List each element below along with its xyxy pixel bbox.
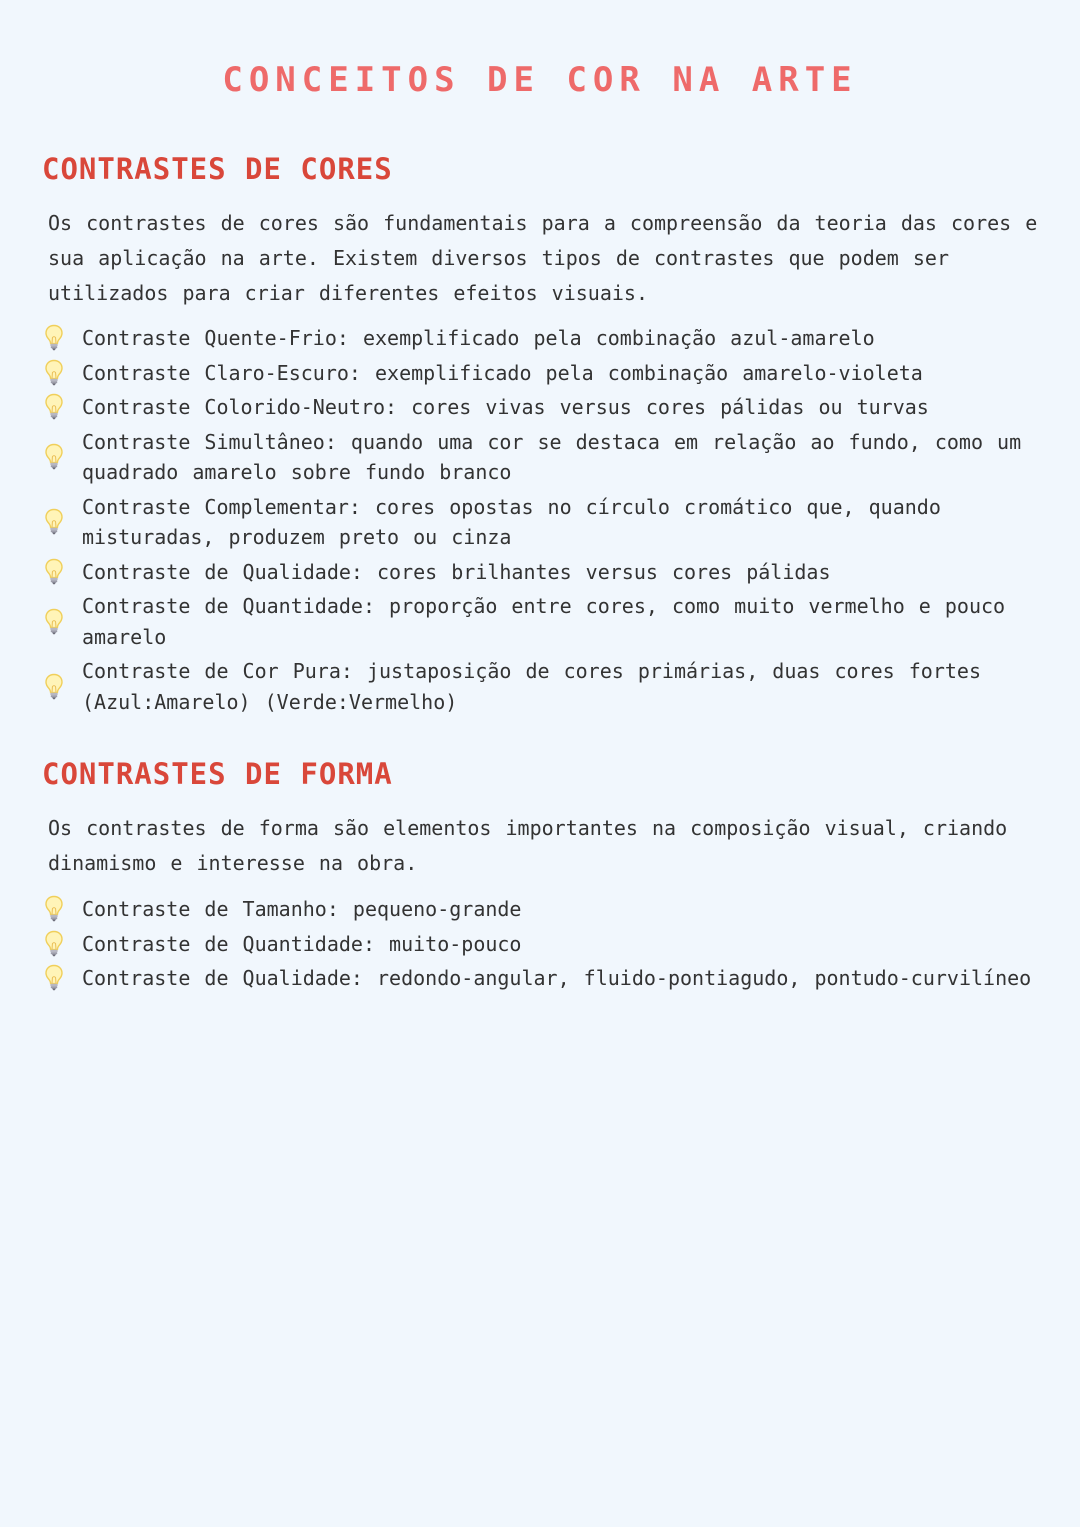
list-item (44, 591, 1044, 652)
lightbulb-icon (44, 393, 82, 421)
list-item (44, 392, 1044, 423)
list-item (44, 323, 1044, 354)
lightbulb-icon (44, 930, 82, 958)
section-heading-cores: CONTRASTES DE CORES (42, 152, 393, 186)
page-title: CONCEITOS DE COR NA ARTE (222, 60, 858, 100)
list-item (44, 358, 1044, 389)
lightbulb-icon (44, 443, 82, 471)
lightbulb-icon (44, 324, 82, 352)
list-item (44, 557, 1044, 588)
list-item (44, 427, 1044, 488)
list-item-text: Contraste Claro-Escuro: exemplificado pela combinação amarelo-violeta (82, 360, 923, 385)
list-item (44, 656, 1044, 717)
section-heading-forma: CONTRASTES DE FORMA (42, 757, 393, 791)
list-item-text: Contraste Colorido-Neutro: cores vivas versus cores pálidas ou turvas (82, 395, 929, 419)
list-item (44, 929, 1044, 960)
lightbulb-icon (44, 964, 82, 992)
list-item-text: Contraste Complementar: cores opostas no círculo cromático que, quando misturadas, produzem preto ou cinza (82, 494, 941, 549)
list-item-text: Contraste Simultâneo: quando uma cor se destaca em relação ao fundo, como um quadrado amarelo sobre fundo branco (82, 429, 1022, 484)
list-item-text: Contraste Quente-Frio: exemplificado pela combinação azul-amarelo (82, 326, 875, 350)
list-item (44, 492, 1044, 553)
lightbulb-icon (44, 508, 82, 536)
section-intro-forma: Os contrastes de forma são elementos importantes na composição visual, criando dinamismo e interesse na obra. (48, 816, 1008, 875)
list-item-text: Contraste de Quantidade: proporção entre cores, como muito vermelho e pouco amarelo (82, 594, 1006, 649)
lightbulb-icon (44, 558, 82, 586)
list-item (44, 894, 1044, 925)
list-item-text: Contraste de Tamanho: pequeno-grande (82, 897, 522, 921)
list-item (44, 963, 1044, 994)
section-intro-cores: Os contrastes de cores são fundamentais para a compreensão da teoria das cores e sua aplicação na arte. Existem diversos tipos de contrastes que podem ser utilizados para criar diferentes efeitos visuais. (48, 211, 1038, 305)
list-item-text: Contraste de Cor Pura: justaposição de cores primárias, duas cores fortes (Azul:Amarelo) (Verde:Vermelho) (82, 659, 981, 714)
lightbulb-icon (44, 673, 82, 701)
list-item-text: Contraste de Qualidade: redondo-angular, fluido-pontiagudo, pontudo-curvilíneo (82, 966, 1032, 990)
form-contrast-list (44, 894, 1044, 998)
lightbulb-icon (44, 608, 82, 636)
list-item-text: Contraste de Quantidade: muito-pouco (82, 931, 522, 956)
list-item-text: Contraste de Qualidade: cores brilhantes versus cores pálidas (82, 559, 831, 584)
lightbulb-icon (44, 895, 82, 923)
color-contrast-list (44, 323, 1044, 721)
lightbulb-icon (44, 359, 82, 387)
